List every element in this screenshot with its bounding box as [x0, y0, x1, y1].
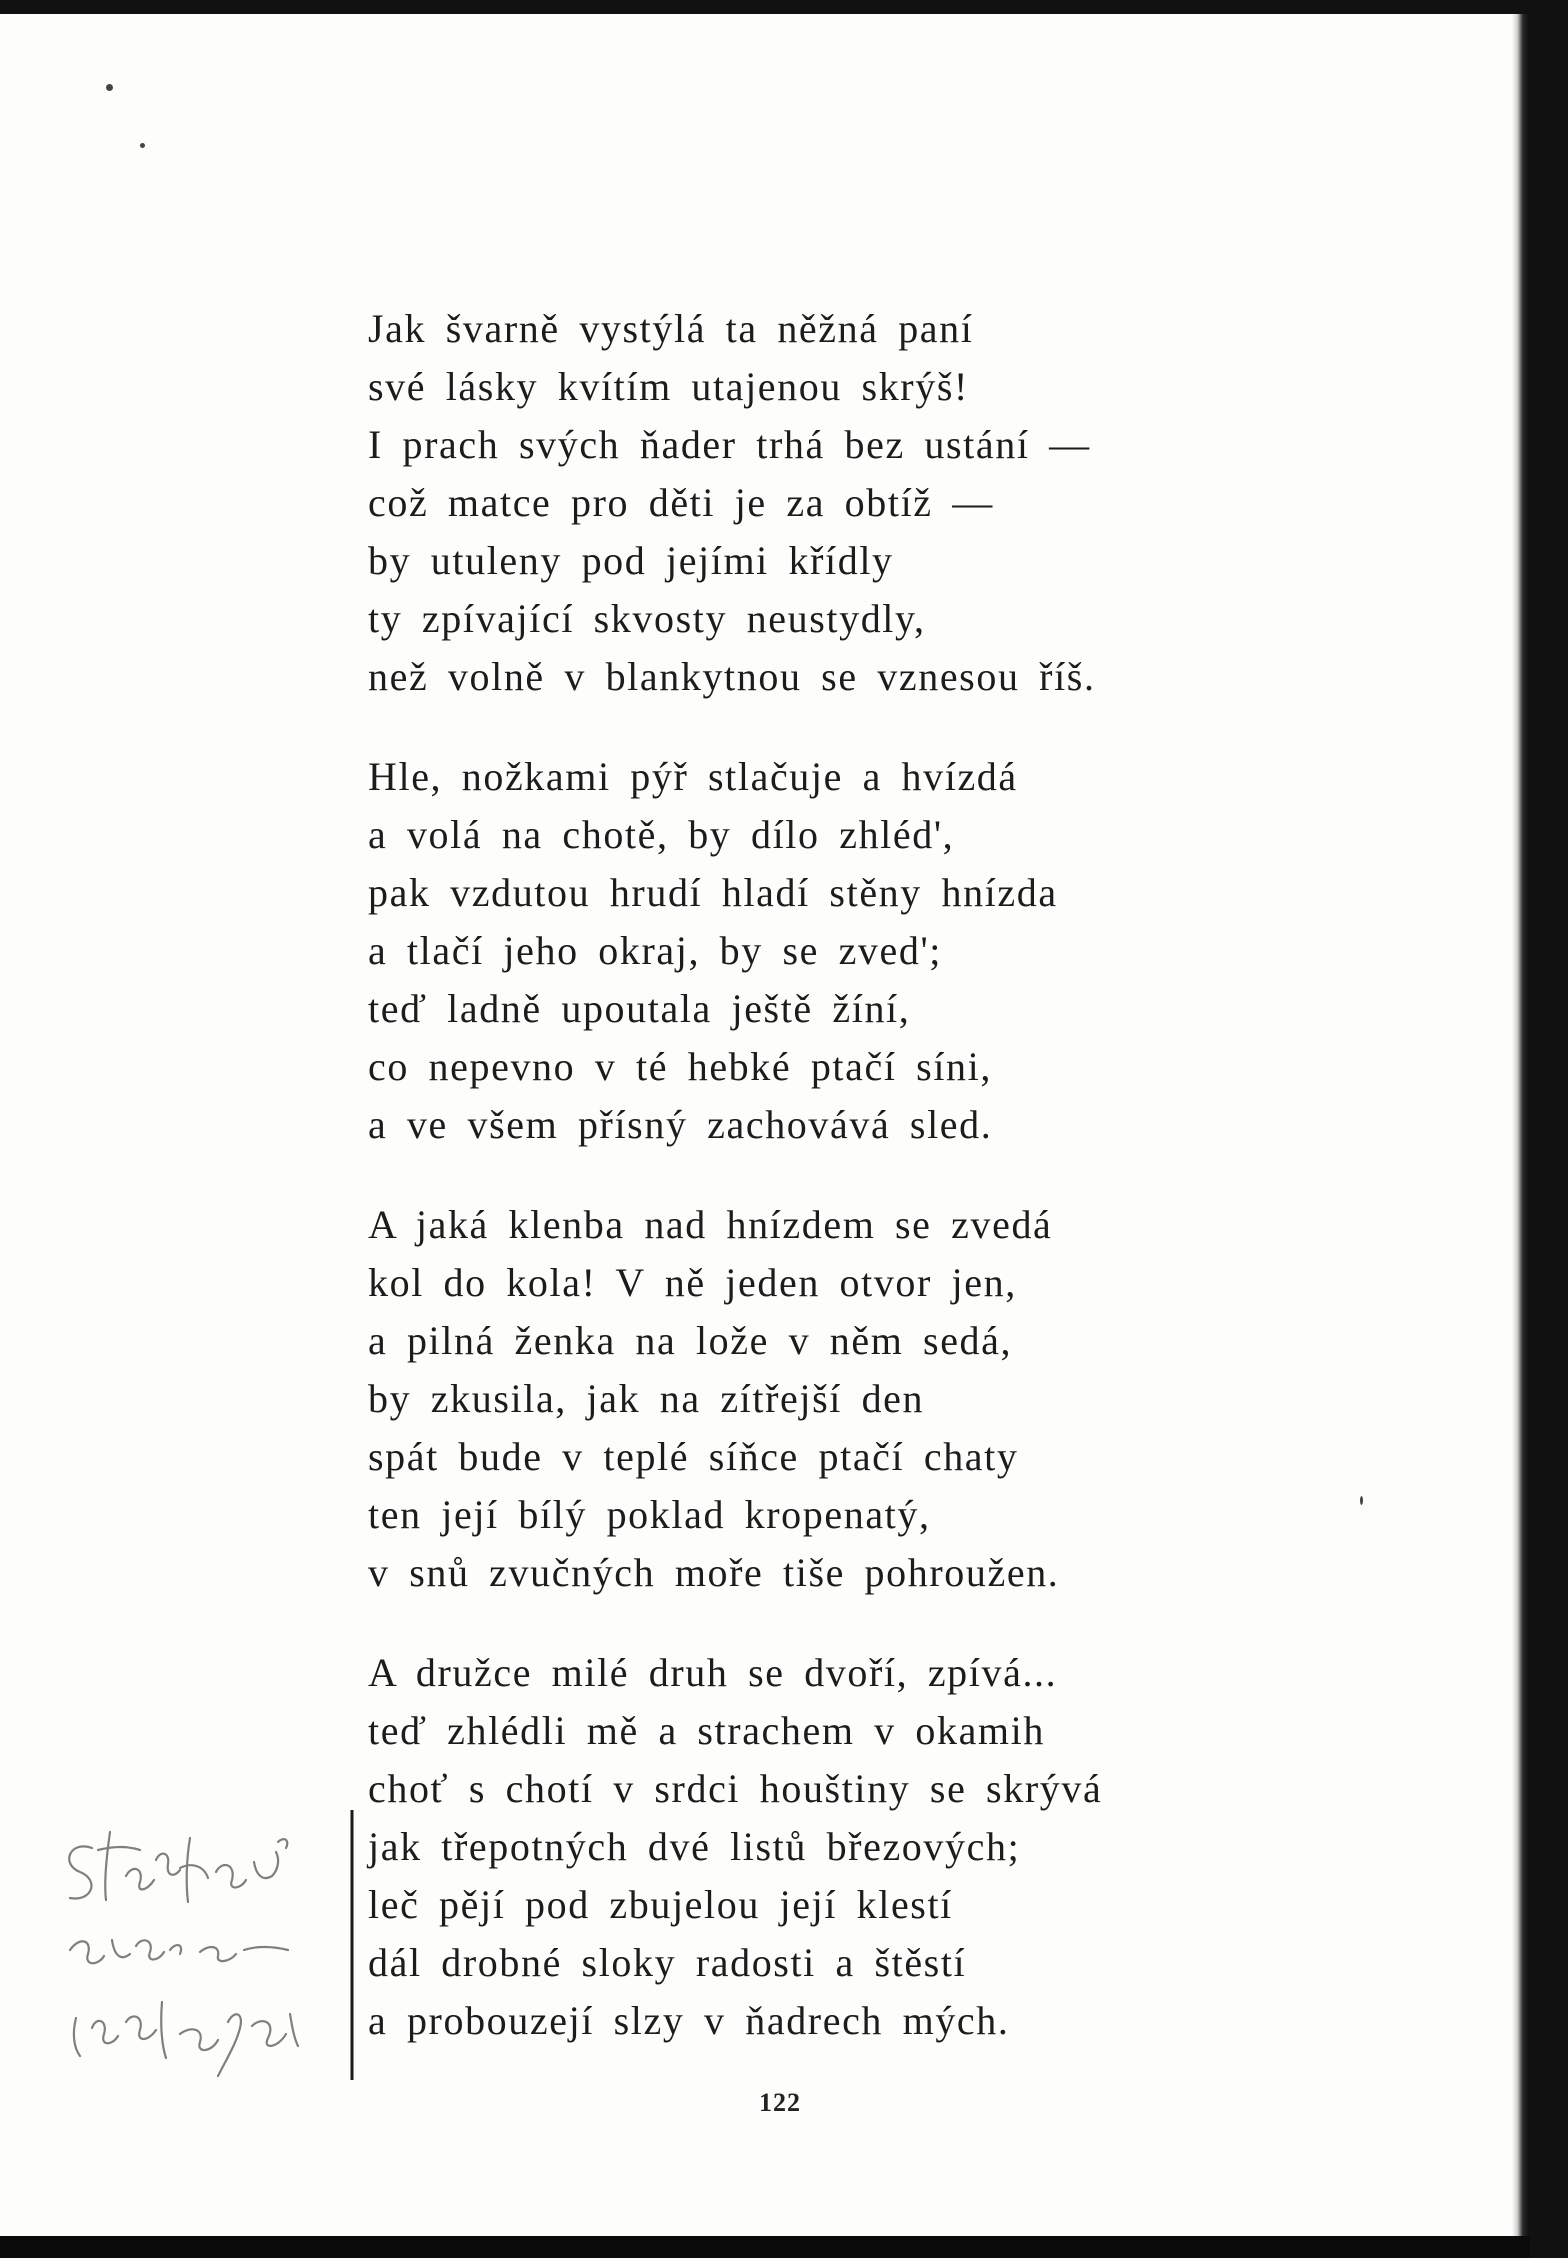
- poem-line: Hle, nožkami pýř stlačuje a hvízdá: [368, 754, 1018, 799]
- stanza-1: [368, 300, 1228, 706]
- poem-line: dál drobné sloky radosti a štěstí: [368, 1940, 967, 1985]
- poem-line: své lásky kvítím utajenou skrýš!: [368, 364, 969, 409]
- stanza-3: [368, 1196, 1228, 1602]
- poem-line: kol do kola! V ně jeden otvor jen,: [368, 1260, 1017, 1305]
- poem-line: a pilná ženka na lože v něm sedá,: [368, 1318, 1013, 1363]
- poem-line: což matce pro děti je za obtíž —: [368, 480, 994, 525]
- poem-line: teď zhlédli mě a strachem v okamih: [368, 1708, 1045, 1753]
- ink-speck: [140, 143, 145, 148]
- poem-line: v snů zvučných moře tiše pohroužen.: [368, 1550, 1060, 1595]
- poem-line: a ve všem přísný zachovává sled.: [368, 1102, 993, 1147]
- poem-line: choť s chotí v srdci houštiny se skrývá: [368, 1766, 1103, 1811]
- poem: [368, 300, 1228, 2092]
- ink-speck: [1360, 1496, 1363, 1505]
- page-edge-bottom: [0, 2236, 1530, 2258]
- ink-speck: [106, 84, 113, 91]
- page-number: 122: [759, 2088, 801, 2117]
- poem-line: by zkusila, jak na zítřejší den: [368, 1376, 925, 1421]
- poem-line: leč pějí pod zbujelou její klestí: [368, 1882, 953, 1927]
- poem-line: A družce milé druh se dvoří, zpívá...: [368, 1650, 1058, 1695]
- stanza-2: [368, 748, 1228, 1154]
- stanza-4: [368, 1644, 1228, 2050]
- poem-line: a volá na chotě, by dílo zhléd',: [368, 812, 955, 857]
- poem-line: a tlačí jeho okraj, by se zved';: [368, 928, 943, 973]
- poem-line: ty zpívající skvosty neustydly,: [368, 596, 926, 641]
- poem-line: Jak švarně vystýlá ta něžná paní: [368, 306, 974, 351]
- poem-line: A jaká klenba nad hnízdem se zvedá: [368, 1202, 1053, 1247]
- poem-line: ten její bílý poklad kropenatý,: [368, 1492, 931, 1537]
- poem-line: by utuleny pod jejími křídly: [368, 538, 894, 583]
- poem-line: spát bude v teplé síňce ptačí chaty: [368, 1434, 1019, 1479]
- poem-line: co nepevno v té hebké ptačí síni,: [368, 1044, 992, 1089]
- poem-line: a probouzejí slzy v ňadrech mých.: [368, 1998, 1010, 2043]
- poem-line: pak vzdutou hrudí hladí stěny hnízda: [368, 870, 1058, 915]
- poem-line: teď ladně upoutala ještě žíní,: [368, 986, 911, 1031]
- poem-line: I prach svých ňader trhá bez ustání —: [368, 422, 1091, 467]
- poem-line: než volně v blankytnou se vznesou říš.: [368, 654, 1096, 699]
- poem-line: jak třepotných dvé listů březových;: [368, 1824, 1021, 1869]
- handwritten-margin-note: [40, 1790, 360, 2090]
- page-edge-right: [1512, 14, 1530, 2248]
